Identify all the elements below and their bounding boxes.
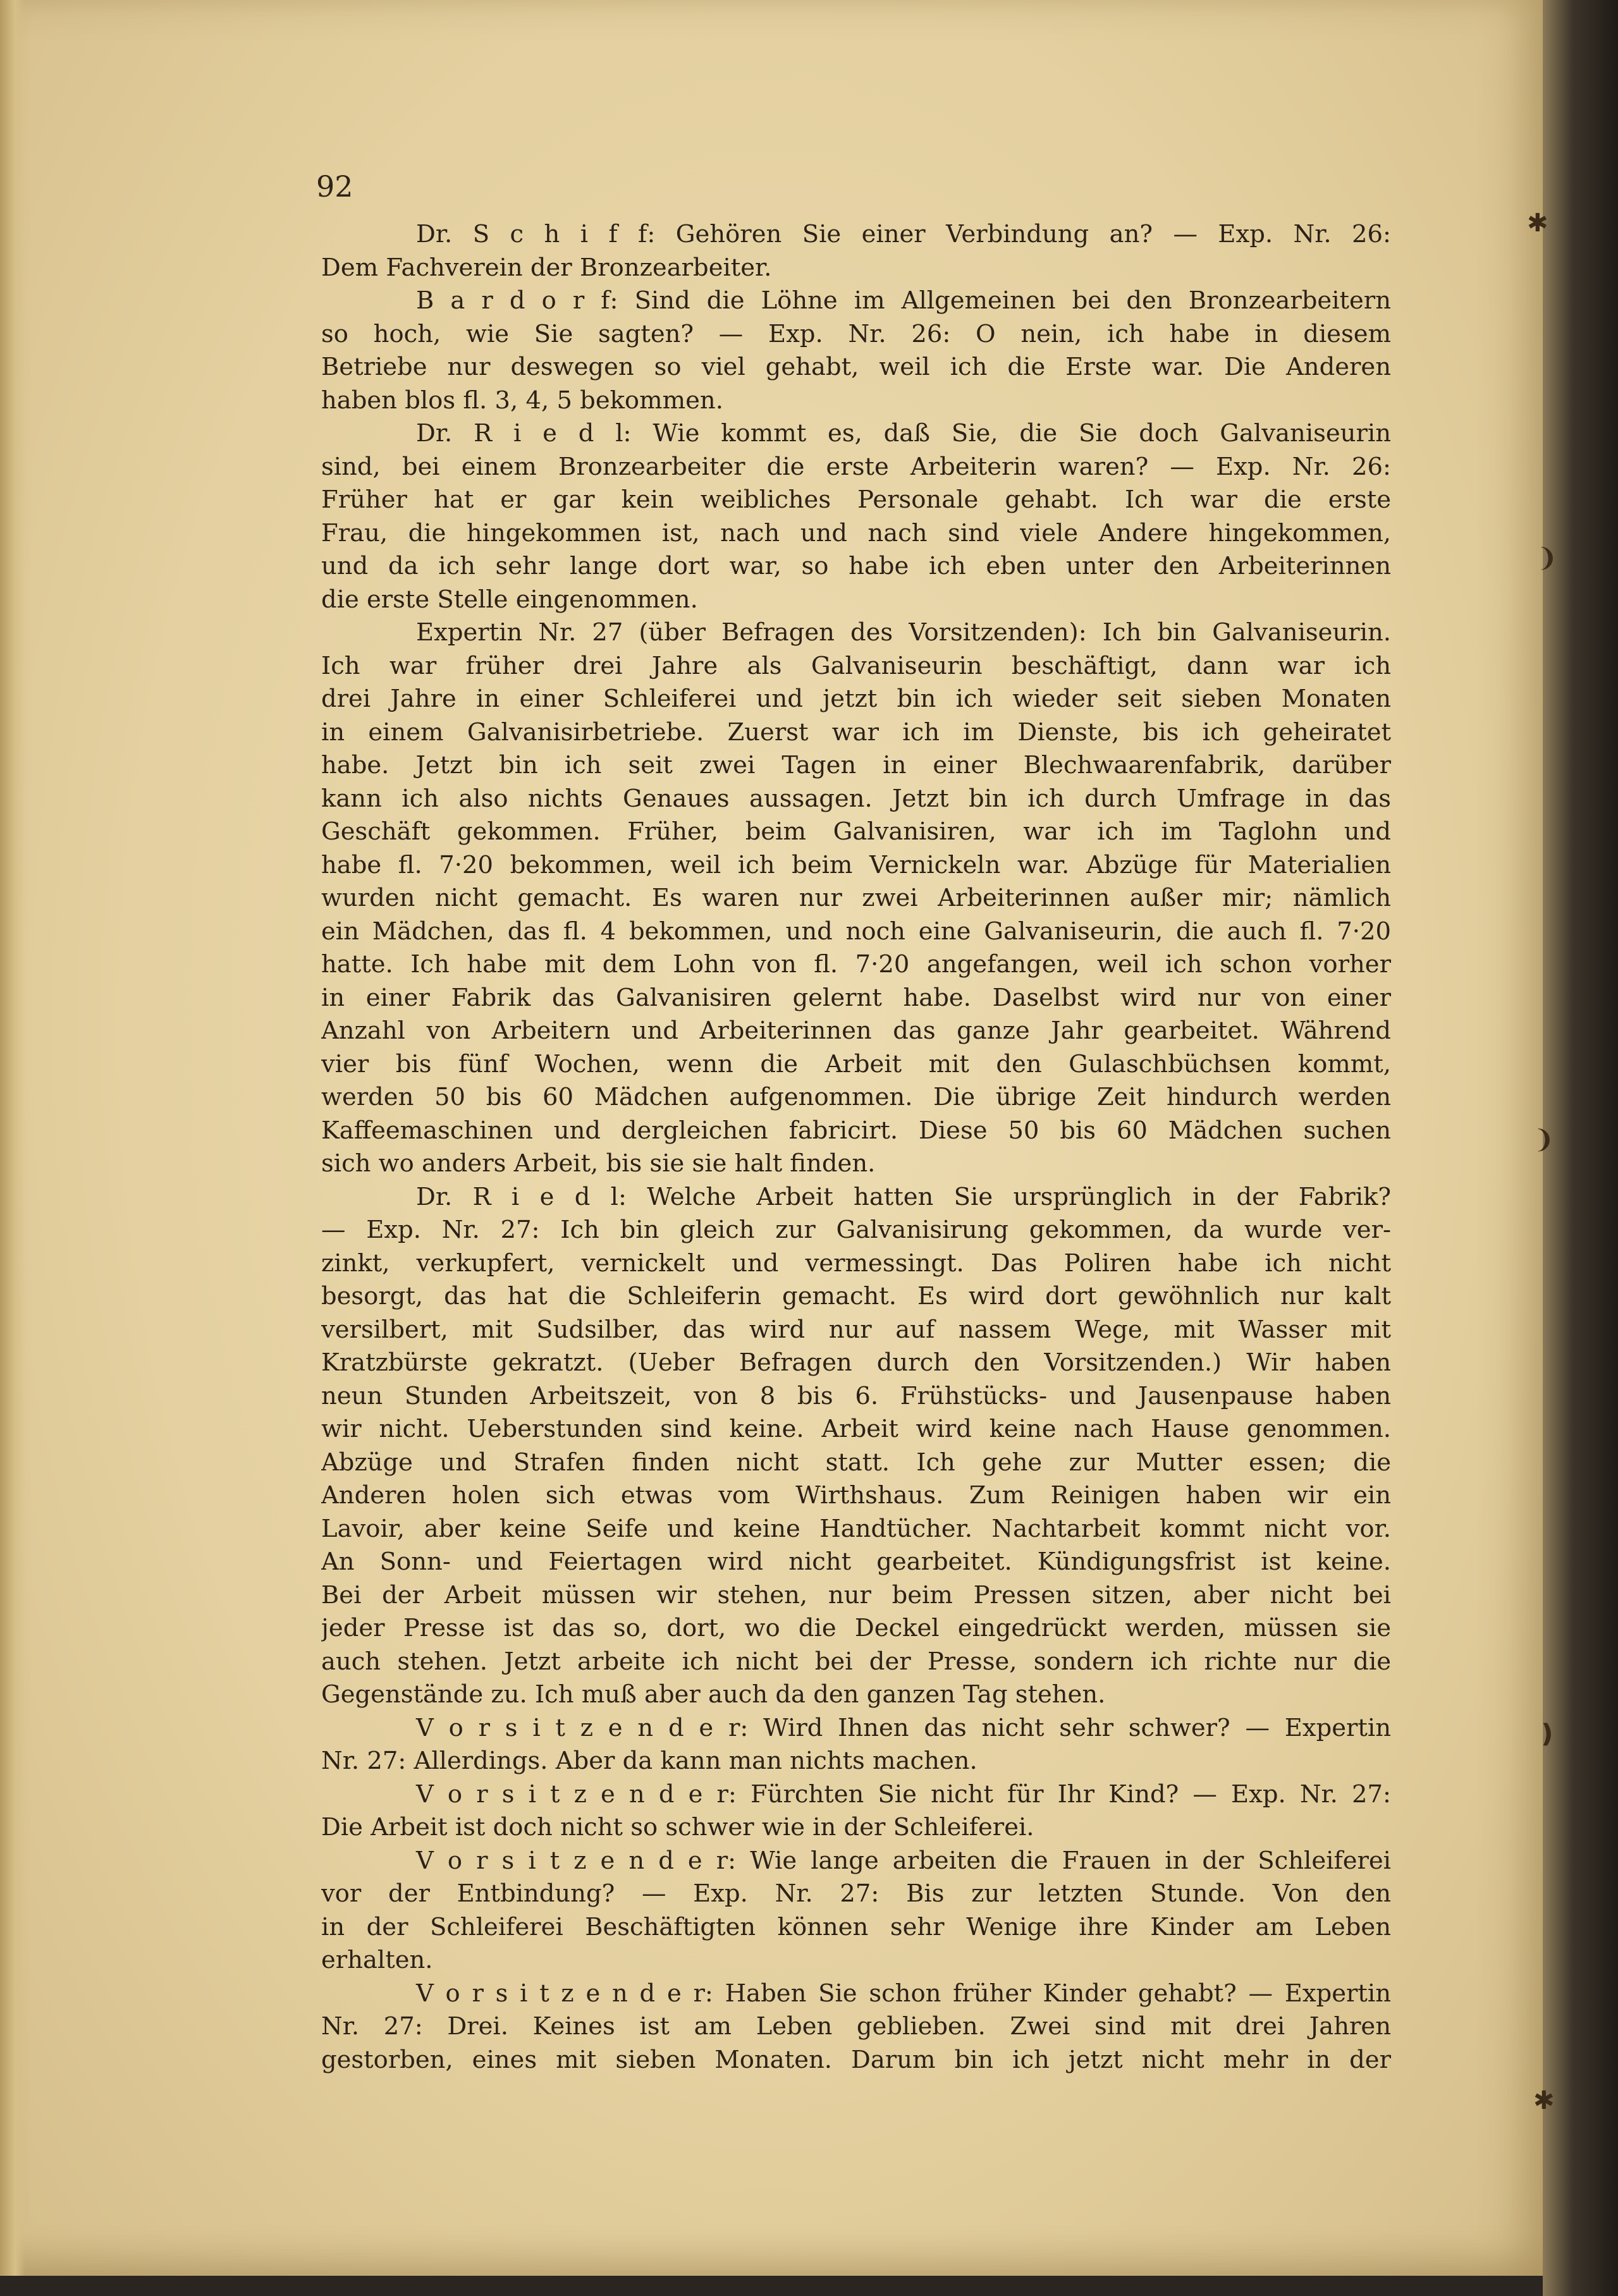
text-line: so hoch, wie Sie sagten? — Exp. Nr. 26: O nein, ich habe in diesem — [321, 319, 1391, 348]
text-line: Die Arbeit ist doch nicht so schwer wie in der Schleiferei. — [321, 1813, 1034, 1841]
text-line: in einem Galvanisirbetriebe. Zuerst war ich im Dienste, bis ich geheiratet — [321, 718, 1391, 747]
text-line: in der Schleiferei Beschäftigten können sehr Wenige ihre Kinder am Leben — [321, 1912, 1391, 1941]
text-line: Dem Fachverein der Bronzearbeiter. — [321, 253, 772, 282]
text-line: und da ich sehr lange dort war, so habe ich eben unter den Arbeiterinnen — [321, 552, 1391, 580]
text-line: zinkt, verkupfert, vernickelt und vermessingt. Das Poliren habe ich nicht — [321, 1249, 1391, 1278]
text-line: Expertin Nr. 27 (über Befragen des Vorsitzenden): Ich bin Galvaniseurin. — [416, 618, 1391, 647]
text-line: Dr. S c h i f f: Gehören Sie einer Verbindung an? — Exp. Nr. 26: — [416, 220, 1391, 248]
text-line: erhalten. — [321, 1946, 433, 1974]
margin-mark-3: ❩ — [1533, 1125, 1555, 1154]
text-line: Kaffeemaschinen und dergleichen fabricirt. Diese 50 bis 60 Mädchen suchen — [321, 1116, 1391, 1145]
text-line: hatte. Ich habe mit dem Lohn von fl. 7·20 angefangen, weil ich schon vorher — [321, 950, 1391, 979]
page-number: 92 — [316, 169, 353, 204]
text-line: V o r s i t z e n d e r: Wird Ihnen das nicht sehr schwer? — Expertin — [416, 1713, 1391, 1742]
text-line: jeder Presse ist das so, dort, wo die Deckel eingedrückt werden, müssen sie — [321, 1614, 1391, 1642]
text-line: — Exp. Nr. 27: Ich bin gleich zur Galvanisirung gekommen, da wurde ver- — [321, 1216, 1391, 1244]
text-line: neun Stunden Arbeitszeit, von 8 bis 6. Frühstücks- und Jausenpause haben — [321, 1381, 1391, 1410]
text-line: kann ich also nichts Genaues aussagen. Jetzt bin ich durch Umfrage in das — [321, 784, 1391, 813]
text-line: Früher hat er gar kein weibliches Personale gehabt. Ich war die erste — [321, 485, 1391, 514]
text-line: habe fl. 7·20 bekommen, weil ich beim Vernickeln war. Abzüge für Materialien — [321, 850, 1391, 879]
text-line: Bei der Arbeit müssen wir stehen, nur beim Pressen sitzen, aber nicht bei — [321, 1580, 1391, 1609]
text-line: Gegenstände zu. Ich muß aber auch da den ganzen Tag stehen. — [321, 1680, 1106, 1709]
text-line: ein Mädchen, das fl. 4 bekommen, und noch eine Galvaniseurin, die auch fl. 7·20 — [321, 917, 1391, 946]
text-line: Dr. R i e d l: Wie kommt es, daß Sie, die Sie doch Galvaniseurin — [416, 419, 1391, 448]
text-line: Abzüge und Strafen finden nicht statt. Ich gehe zur Mutter essen; die — [321, 1448, 1391, 1477]
text-line: V o r s i t z e n d e r: Wie lange arbeiten die Frauen in der Schleiferei — [416, 1846, 1391, 1875]
text-line: Anderen holen sich etwas vom Wirthshaus. Zum Reinigen haben wir ein — [321, 1481, 1391, 1510]
margin-mark-4: ❫ — [1536, 1719, 1558, 1749]
text-line: An Sonn- und Feiertagen wird nicht gearbeitet. Kündigungsfrist ist keine. — [321, 1548, 1391, 1576]
text-line: Lavoir, aber keine Seife und keine Handtücher. Nachtarbeit kommt nicht vor. — [321, 1514, 1391, 1543]
text-line: werden 50 bis 60 Mädchen aufgenommen. Die übrige Zeit hindurch werden — [321, 1083, 1391, 1111]
text-line: Kratzbürste gekratzt. (Ueber Befragen durch den Vorsitzenden.) Wir haben — [321, 1348, 1391, 1377]
text-line: sind, bei einem Bronzearbeiter die erste Arbeiterin waren? — Exp. Nr. 26: — [321, 452, 1391, 481]
text-line: Nr. 27: Allerdings. Aber da kann man nichts machen. — [321, 1747, 978, 1775]
text-line: vier bis fünf Wochen, wenn die Arbeit mit den Gulaschbüchsen kommt, — [321, 1049, 1391, 1078]
margin-mark-5: ✱ — [1533, 2086, 1555, 2115]
text-line: versilbert, mit Sudsilber, das wird nur auf nassem Wege, mit Wasser mit — [321, 1315, 1391, 1344]
text-line: die erste Stelle eingenommen. — [321, 585, 698, 614]
text-line: Dr. R i e d l: Welche Arbeit hatten Sie ursprünglich in der Fabrik? — [416, 1182, 1391, 1211]
text-line: haben blos fl. 3, 4, 5 bekommen. — [321, 386, 723, 415]
text-line: B a r d o r f: Sind die Löhne im Allgemeinen bei den Bronzearbeitern — [416, 286, 1391, 315]
text-line: besorgt, das hat die Schleiferin gemacht. Es wird dort gewöhnlich nur kalt — [321, 1282, 1391, 1310]
page-gutter-shadow — [0, 0, 25, 2276]
text-line: sich wo anders Arbeit, bis sie sie halt finden. — [321, 1149, 876, 1178]
text-line: Betriebe nur deswegen so viel gehabt, weil ich die Erste war. Die Anderen — [321, 353, 1391, 381]
body-text — [321, 218, 1391, 2077]
text-line: wir nicht. Ueberstunden sind keine. Arbeit wird keine nach Hause genommen. — [321, 1415, 1391, 1443]
text-line: drei Jahre in einer Schleiferei und jetzt bin ich wieder seit sieben Monaten — [321, 685, 1391, 713]
text-line: V o r s i t z e n d e r: Fürchten Sie nicht für Ihr Kind? — Exp. Nr. 27: — [416, 1780, 1391, 1809]
text-line: gestorben, eines mit sieben Monaten. Darum bin ich jetzt nicht mehr in der — [321, 2045, 1391, 2074]
text-line: auch stehen. Jetzt arbeite ich nicht bei der Presse, sondern ich richte nur die — [321, 1647, 1391, 1676]
text-line: Geschäft gekommen. Früher, beim Galvanisiren, war ich im Taglohn und — [321, 817, 1391, 846]
text-line: wurden nicht gemacht. Es waren nur zwei Arbeiterinnen außer mir; nämlich — [321, 884, 1391, 912]
text-line: Anzahl von Arbeitern und Arbeiterinnen das ganze Jahr gearbeitet. Während — [321, 1017, 1391, 1045]
text-line: V o r s i t z e n d e r: Haben Sie schon früher Kinder gehabt? — Expertin — [416, 1979, 1391, 2008]
margin-mark-1: ✱ — [1527, 209, 1548, 238]
text-line: in einer Fabrik das Galvanisiren gelernt habe. Daselbst wird nur von einer — [321, 983, 1391, 1012]
text-line: Frau, die hingekommen ist, nach und nach sind viele Andere hingekommen, — [321, 518, 1391, 547]
text-line: Nr. 27: Drei. Keines ist am Leben geblieben. Zwei sind mit drei Jahren — [321, 2012, 1391, 2041]
margin-mark-2: ❩ — [1536, 544, 1558, 573]
text-line: habe. Jetzt bin ich seit zwei Tagen in einer Blechwaarenfabrik, darüber — [321, 751, 1391, 779]
text-line: Ich war früher drei Jahre als Galvaniseurin beschäftigt, dann war ich — [321, 651, 1391, 680]
text-line: vor der Entbindung? — Exp. Nr. 27: Bis zur letzten Stunde. Von den — [321, 1879, 1391, 1908]
